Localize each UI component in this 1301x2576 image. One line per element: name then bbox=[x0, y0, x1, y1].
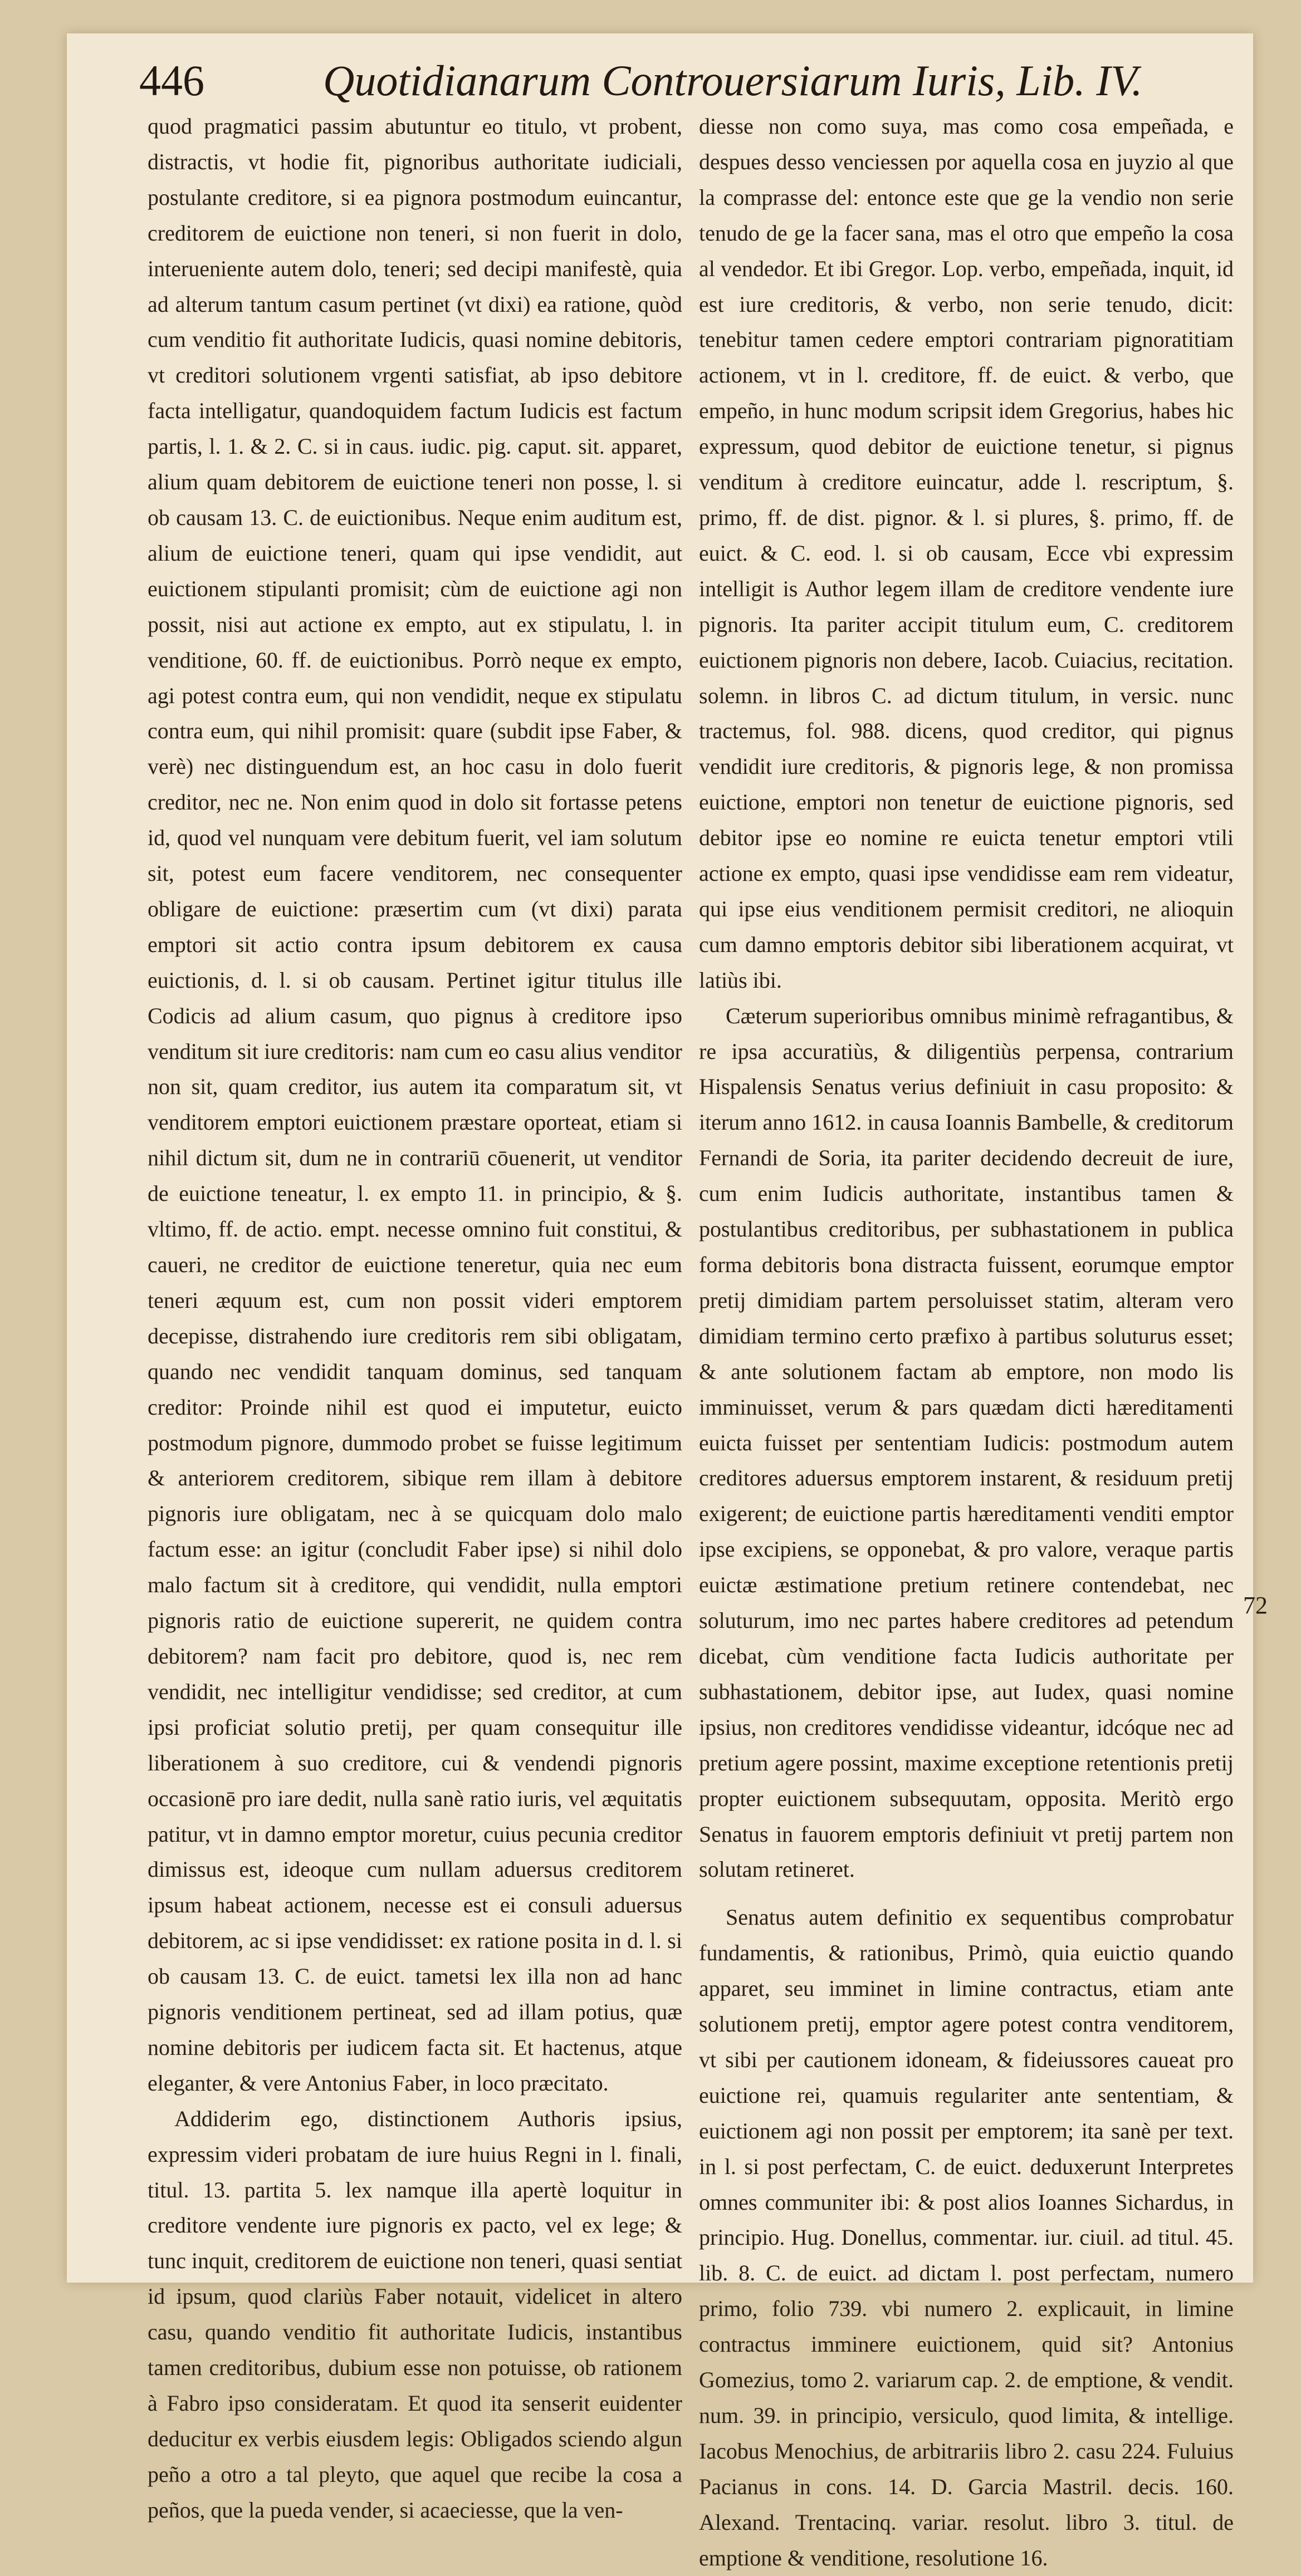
left-paragraph-1: quod pragmatici passim abutuntur eo titulo, vt probent, distractis, vt hodie fit, pignoribus authoritate iudiciali, postulante creditore, si ea pignora postmodum euincantur, creditorem de euictione non teneri, si non fuerit in dolo, interueniente autem dolo, teneri; sed decipi manifestè, quia ad alterum tantum casum pertinet (vt dixi) ea ratione, quòd cum venditio fit authoritate Iudicis, quasi nomine debitoris, vt creditori solutionem vrgenti satisfiat, ab ipso debitore facta intelligatur, quandoquidem factum Iudicis est factum partis, l. 1. & 2. C. si in caus. iudic. pig. caput. sit. apparet, alium quam debitorem de euictione teneri non posse, l. si ob causam 13. C. de euictionibus. Neque enim auditum est, alium de euictione teneri, quam qui ipse vendidit, aut euictionem stipulanti promisit; cùm de euictione agi non possit, nisi aut actione ex empto, aut ex stipulatu, l. in venditione, 60. ff. de euictionibus. Porrò neque ex empto, agi potest contra eum, qui non vendidit, neque ex stipulatu contra eum, qui nihil promisit: quare (subdit ipse Faber, & verè) nec distinguendum est, an hoc casu in dolo fuerit creditor, nec ne. Non enim quod in dolo sit fortasse petens id, quod vel nunquam vere debitum fuerit, vel iam solutum sit, potest eum facere venditorem, nec consequenter obligare de euictione: præsertim cum (vt dixi) parata emptori sit actio contra ipsum debitorem ex causa euictionis, d. l. si ob causam. Pertinet igitur titulus ille Codicis ad alium casum, quo pignus à creditore ipso venditum sit iure creditoris: nam cum eo casu alius venditor non sit, quam creditor, ius autem ita comparatum sit, vt venditorem emptori euictionem præstare oporteat, etiam si nihil dictum sit, dum ne in contrariū cōuenerit, ut venditor de euictione teneatur, l. ex empto 11. in principio, & §. vltimo, ff. de actio. empt. necesse omnino fuit constitui, & caueri, ne creditor de euictione teneretur, quia nec eum teneri æquum est, cum non possit videri emptorem decepisse, distrahendo iure creditoris rem sibi obligatam, quando nec vendidit tanquam dominus, sed tanquam creditor: Proinde nihil est quod ei imputetur, euicto postmodum pignore, dummodo probet se fuisse legitimum & anteriorem creditorem, sibique rem illam à debitore pignoris iure obligatam, nec à se quicquam dolo malo factum esse: an igitur (concludit Faber ipse) si nihil dolo malo factum sit à creditore, qui vendidit, nulla emptori pignoris ratio de euictione supererit, ne quidem contra debitorem? nam facit pro debitore, quod is, nec rem vendidit, nec intelligitur vendidisse; sed creditor, at cum ipsi proficiat solutio pretij, per quam consequitur ille liberationem à suo creditore, cui & vendendi pignoris occasionē pro iare dedit, nulla sanè ratio iuris, vel æquitatis patitur, vt in damno emptor moretur, cuius pecunia creditor dimissus est, ideoque cum nullam aduersus creditorem ipsum habeat actionem, necesse est ei consuli aduersus debitorem, ac si ipse vendidisset: ex ratione posita in d. l. si ob causam 13. C. de euict. tametsi lex illa non ad hanc pignoris venditionem pertineat, sed ad illam potius, quæ nomine debitoris per iudicem facta sit. Et hactenus, atque eleganter, & vere Antonius Faber, in loco præcitato. bbox=[148, 114, 682, 2096]
page-number: 446 bbox=[139, 56, 204, 105]
right-paragraph-3: Senatus autem definitio ex sequentibus comprobatur fundamentis, & rationibus, Primò, quia euictio quando apparet, seu imminet in limine contractus, etiam ante solutionem pretij, emptor agere potest contra venditorem, vt sibi per cautionem idoneam, & fideiussores caueat pro euictione rei, quamuis regulariter ante sententiam, & euictionem agi non possit per emptorem; ita sanè per text. in l. si post perfectam, C. de euict. deduxerunt Interpretes omnes communiter ibi: & post alios Ioannes Sichardus, in principio. Hug. Donellus, commentar. iur. ciuil. ad titul. 45. lib. 8. C. de euict. ad dictam l. post perfectam, numero primo, folio 739. vbi numero 2. explicauit, in limine contractus imminere euictionem, quid sit? Antonius Gomezius, tomo 2. variarum cap. 2. de emptione, & vendit. num. 39. in principio, versiculo, quod limita, & intellige. Iacobus Menochius, de arbitrariis libro 2. casu 224. Fuluius Pacianus in cons. 14. D. Garcia Mastril. decis. 160. Alexand. Trentacinq. variar. resolut. libro 3. titul. de emptione & venditione, resolutione 16. bbox=[699, 1905, 1234, 2570]
left-column bbox=[148, 109, 682, 2528]
page-header bbox=[139, 50, 1225, 117]
left-paragraph-2: Addiderim ego, distinctionem Authoris ipsius, expressim videri probatam de iure huius Regni in l. finali, titul. 13. partita 5. lex namque illa apertè loquitur in creditore vendente iure pignoris ex pacto, vel ex lege; & tunc inquit, creditorem de euictione non teneri, quasi sentiat id ipsum, quod clariùs Faber notauit, videlicet in altero casu, quando venditio fit authoritate Iudicis, instantibus tamen creditoribus, dubium esse non potuisse, ob rationem à Fabro ipso consideratam. Et quod ita senserit euidenter deducitur ex verbis eiusdem legis: Obligados sciendo algun peño a otro a tal pleyto, que aquel que recibe la cosa a peños, que la pueda vender, si acaeciesse, que la ven- bbox=[148, 2106, 682, 2523]
right-paragraph-1: diesse non como suya, mas como cosa empeñada, e despues desso venciessen por aquella cosa en juyzio al que la comprasse del: entonce este que ge la vendio non serie tenudo de ge la facer sana, mas el otro que empeño la cosa al vendedor. Et ibi Gregor. Lop. verbo, empeñada, inquit, id est iure creditoris, & verbo, non serie tenudo, dicit: tenebitur tamen cedere emptori contrariam pignoratitiam actionem, vt in l. creditore, ff. de euict. & verbo, que empeño, in hunc modum scripsit idem Gregorius, habes hic expressum, quod debitor de euictione tenetur, si pignus venditum à creditore euincatur, adde l. rescriptum, §. primo, ff. de dist. pignor. & l. si plures, §. primo, ff. de euict. & C. eod. l. si ob causam, Ecce vbi expressim intelligit is Author legem illam de creditore vendente iure pignoris. Ita pariter accipit titulum eum, C. creditorem euictionem pignoris non debere, Iacob. Cuiacius, recitation. solemn. in libros C. ad dictum titulum, in versic. nunc tractemus, fol. 988. dicens, quod creditor, qui pignus vendidit iure creditoris, & pignoris lege, & non promissa euictione, emptori non tenetur de euictione pignoris, sed debitor ipse eo nomine re euicta tenetur emptori vtili actione ex empto, quasi ipse vendidisse eam rem videatur, qui ipse eius venditionem permisit creditori, ne alioquin cum damno emptoris debitor sibi liberationem acquirat, vt latiùs ibi. bbox=[699, 114, 1234, 993]
right-paragraph-2: Cæterum superioribus omnibus minimè refragantibus, & re ipsa accuratiùs, & diligentiùs perpensa, contrarium Hispalensis Senatus verius definiuit in casu proposito: & iterum anno 1612. in causa Ioannis Bambelle, & creditorum Fernandi de Soria, ita pariter decidendo decreuit de iure, cum enim Iudicis authoritate, instantibus tamen & postulantibus creditoribus, per subhastationem in publica forma debitoris bona distracta fuissent, eorumque emptor pretij dimidiam partem persoluisset statim, alteram vero dimidiam termino certo præfixo à partibus soluturus esset; & ante solutionem factam ab emptore, non modo lis imminuisset, verum & pars quædam dicti hæreditamenti euicta fuisset per sententiam Iudicis: postmodum autem creditores aduersus emptorem instarent, & residuum pretij exigerent; de euictione partis hæreditamenti venditi emptor ipse excipiens, se opponebat, & pro valore, veraque partis euictæ æstimatione pretium retinere contendebat, nec soluturum, imo nec partes habere creditores ad petendum dicebat, cùm venditione facta Iudicis authoritate per subhastationem, debitor ipse, aut Iudex, quasi nomine ipsius, non creditores vendidisse videantur, idcóque nec ad pretium agere possint, maxime exceptione retentionis pretij propter euictionem subsequutam, opposita. Meritò ergo Senatus in fauorem emptoris definiuit vt pretij partem non solutam retineret. bbox=[699, 1003, 1234, 1882]
right-column bbox=[699, 109, 1234, 2576]
margin-note: 72 bbox=[1243, 1592, 1268, 1619]
running-title: Quotidianarum Controuersiarum Iuris, Lib. IV. bbox=[323, 56, 1143, 105]
